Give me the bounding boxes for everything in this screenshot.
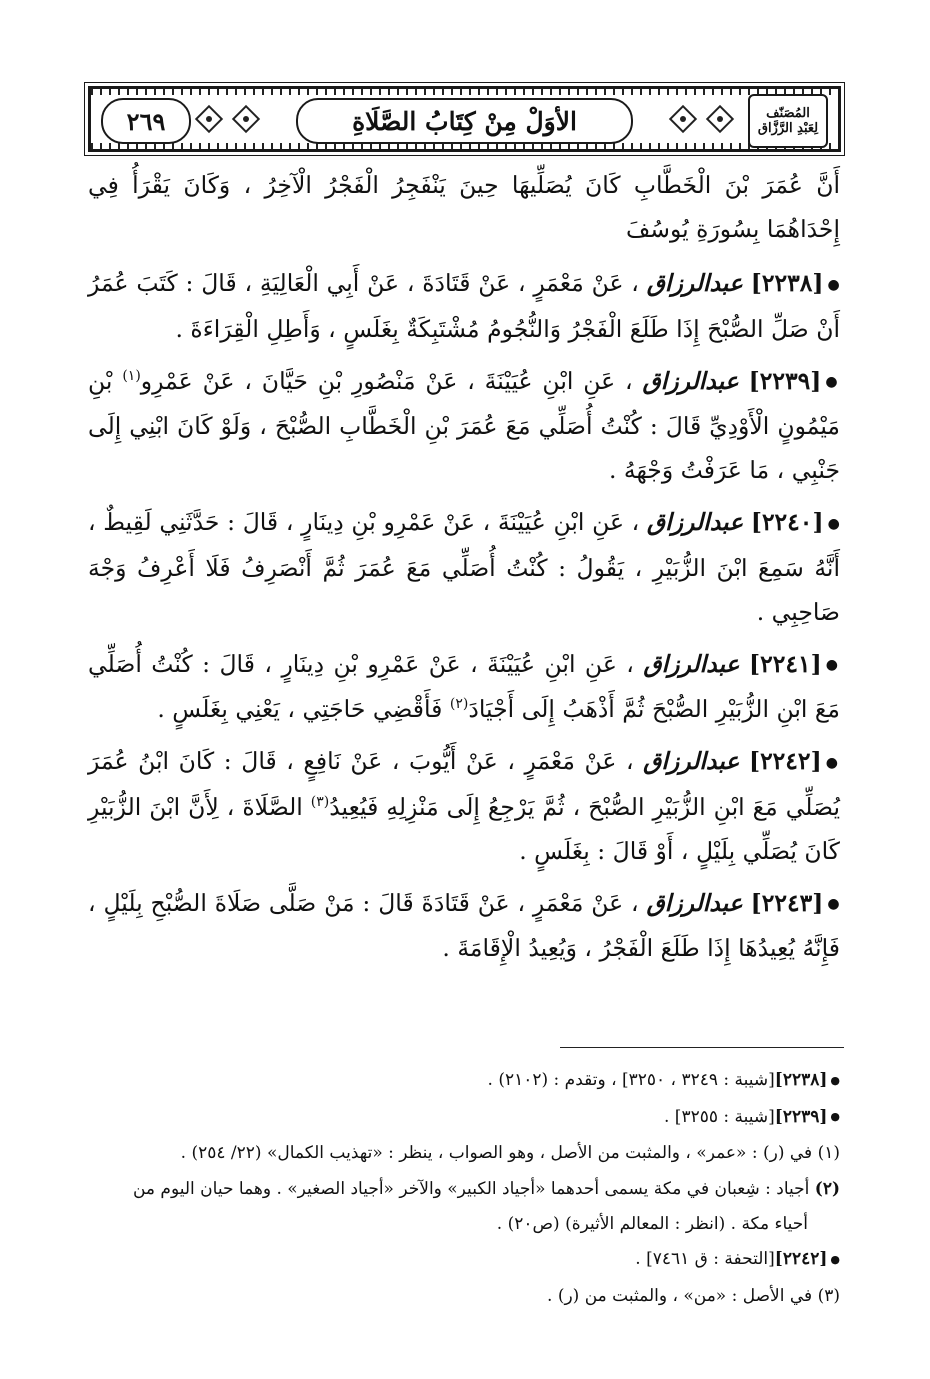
- footnote-marker: (٣): [310, 793, 330, 810]
- footnote-text: [شيبة : ٣٢٤٩ ، ٣٢٥٠] ، وتقدم : (٢١٠٢) .: [487, 1070, 775, 1090]
- hadith-2239: [88, 359, 840, 493]
- footnote-ref: [٢٢٤٢]: [774, 1249, 828, 1269]
- hadith-author: عبدالرزاق: [643, 649, 740, 678]
- footnote-1: [88, 1135, 840, 1171]
- footnote-2239: [88, 1099, 840, 1136]
- hadith-number: [٢٢٤١]: [749, 649, 822, 678]
- hadith-text: الصَّلَاةَ ، لِأَنَّ ابْنَ الزُّبَيْرِ كَانَ يُصَلِّي بِلَيْلٍ ، أَوْ قَالَ : بِغَلَسٍ .: [88, 792, 840, 865]
- footnote-3: [88, 1278, 840, 1314]
- hadith-2243: [88, 881, 840, 971]
- footnote-marker: (١): [122, 367, 141, 384]
- page-header: [88, 86, 841, 152]
- paragraph-text: أَنَّ عُمَرَ بْنَ الْخَطَّابِ كَانَ يُصَلِّيهَا حِينَ يَنْفَجِرُ الْفَجْرُ الْآخِرُ ، وَكَانَ يَقْرَأُ فِي إِحْدَاهُمَا بِسُورَةِ يُوسُفَ: [88, 171, 840, 243]
- hadith-author: عبدالرزاق: [646, 508, 744, 536]
- footnote-text: [التحفة : ق ٧٤٦١] .: [635, 1249, 775, 1269]
- paragraph: [88, 163, 840, 251]
- hadith-2241: [88, 642, 840, 732]
- hadith-2238: [88, 261, 840, 351]
- bullet-icon: ●: [830, 1110, 840, 1123]
- footnote-ref: [٢٢٣٩]: [774, 1106, 828, 1127]
- hadith-author: عبدالرزاق: [646, 888, 743, 917]
- ornament-icon: [668, 104, 698, 134]
- hadith-number: [٢٢٤٣]: [750, 888, 824, 917]
- footnote-2: [88, 1171, 840, 1241]
- hadith-number: [٢٢٤٢]: [748, 747, 822, 775]
- footnote-text: في (ر) : «عمر» ، والمثبت من الأصل ، وهو الصواب ، ينظر : «تهذيب الكمال» (٢٢/ ٢٥٤) .: [180, 1143, 813, 1163]
- bullet-icon: ●: [825, 754, 840, 771]
- hadith-author: عبدالرزاق: [642, 366, 739, 395]
- ornament-icon: [231, 104, 261, 134]
- hadith-text: ، عَنْ مَعْمَرٍ ، عَنْ أَيُّوبَ ، عَنْ نَافِعٍ ، قَالَ : كَانَ ابْنُ عُمَرَ يُصَلِّي مَعَ ابْنِ الزُّبَيْرِ الصُّبْحَ ، ثُمَّ يَرْجِعُ إِلَى مَنْزِلِهِ فَيُعِيدُ: [88, 747, 840, 821]
- ornament-icon: [705, 104, 735, 134]
- hadith-text: ، عَنْ مَعْمَرٍ ، عَنْ قَتَادَةَ ، عَنْ أَبِي الْعَالِيَةِ ، قَالَ : كَتَبَ عُمَرُ أَنْ صَلِّ الصُّبْحَ إِذَا طَلَعَ الْفَجْرُ وَالنُّجُومُ مُشْتَبِكَةٌ بِغَلَسٍ ، وَأَطِلِ الْقِرَاءَةَ .: [88, 269, 840, 343]
- hadith-number: [٢٢٣٩]: [748, 366, 822, 395]
- footnote-ref: (١): [817, 1143, 840, 1163]
- hadith-text: بْنِ مَيْمُونٍ الْأَوْدِيِّ قَالَ : كُنْتُ أُصَلِّي مَعَ عُمَرَ بْنِ الْخَطَّابِ الصُّبْحَ ، وَلَوْ كَانَ ابْنِي إِلَى جَنْبِي ، مَا عَرَفْتُ وَجْهَهُ .: [88, 366, 840, 484]
- bullet-icon: ●: [825, 374, 840, 390]
- hadith-text: ، عَنِ ابْنِ عُيَيْنَةَ ، عَنْ عَمْرِو بْنِ دِينَارٍ ، قَالَ : حَدَّثَنِي لَقِيطٌ ، أَنَّهُ سَمِعَ ابْنَ الزُّبَيْرِ ، يَقُولُ : كُنْتُ أُصَلِّي مَعَ عُمَرَ ثُمَّ أَنْصَرِفُ فَلَا أَعْرِفُ وَجْهَ صَاحِبِي .: [88, 508, 840, 626]
- footnote-ref: (٣): [817, 1285, 840, 1306]
- main-text: [88, 163, 840, 978]
- hadith-2242: [88, 739, 840, 873]
- footnote-text: [شيبة : ٣٢٥٥] .: [663, 1106, 775, 1127]
- hadith-text: فَأَقْضِي حَاجَتِي ، يَعْنِي بِغَلَسٍ .: [157, 695, 443, 723]
- hadith-text: ، عَنْ مَعْمَرٍ ، عَنْ قَتَادَةَ قَالَ : مَنْ صَلَّى صَلَاةَ الصُّبْحِ بِلَيْلٍ ، فَإِنَّهُ يُعِيدُهَا إِذَا طَلَعَ الْفَجْرُ ، وَيُعِيدُ الْإِقَامَةَ .: [88, 888, 840, 962]
- hadith-number: [٢٢٣٨]: [750, 269, 824, 297]
- footnotes: [88, 1062, 840, 1314]
- ornament-icon: [194, 104, 224, 134]
- hadith-text: ، عَنِ ابْنِ عُيَيْنَةَ ، عَنْ عَمْرِو بْنِ دِينَارٍ ، قَالَ : كُنْتُ أُصَلِّي مَعَ ابْنِ الزُّبَيْرِ الصُّبْحَ ثُمَّ أَذْهَبُ إِلَى أَجْيَادَ: [88, 649, 840, 723]
- bullet-icon: ●: [830, 1252, 840, 1266]
- bullet-icon: ●: [827, 515, 840, 532]
- book-logo: المُصَنّف لِعَبْدِ الرَّزَّاق: [748, 94, 828, 148]
- chapter-title: الأوَلْ مِنْ كِتَابُ الصَّلَاةِ: [296, 98, 633, 144]
- page-number: ٢٦٩: [101, 98, 191, 144]
- footnote-ref: (٢): [814, 1179, 840, 1199]
- bullet-icon: ●: [825, 657, 840, 673]
- footnote-text-continued: أحياء مكة . (انظر : المعالم الأثيرة) (ص٢٠) .: [496, 1214, 808, 1234]
- bullet-icon: ●: [830, 1073, 840, 1087]
- bullet-icon: ●: [827, 896, 840, 912]
- footnote-2238: [88, 1062, 840, 1099]
- footnote-ref: [٢٢٣٨]: [774, 1070, 828, 1090]
- hadith-2240: [88, 500, 840, 634]
- footnote-marker: (٢): [449, 696, 469, 713]
- hadith-number: [٢٢٤٠]: [750, 508, 824, 536]
- footnote-2242: [88, 1241, 840, 1278]
- footnote-divider: [560, 1047, 844, 1048]
- footnote-text: أجياد : شِعبان في مكة يسمى أحدهما «أجياد الكبير» والآخر «أجياد الصغير» . وهما حيان اليوم من: [132, 1179, 810, 1199]
- hadith-author: عبدالرزاق: [643, 747, 740, 775]
- bullet-icon: ●: [827, 276, 840, 293]
- hadith-text: ، عَنِ ابْنِ عُيَيْنَةَ ، عَنْ مَنْصُورِ بْنِ حَيَّانَ ، عَنْ عَمْرِو: [140, 366, 633, 395]
- footnote-text: في الأصل : «من» ، والمثبت من (ر) .: [547, 1285, 813, 1306]
- hadith-author: عبدالرزاق: [646, 269, 743, 297]
